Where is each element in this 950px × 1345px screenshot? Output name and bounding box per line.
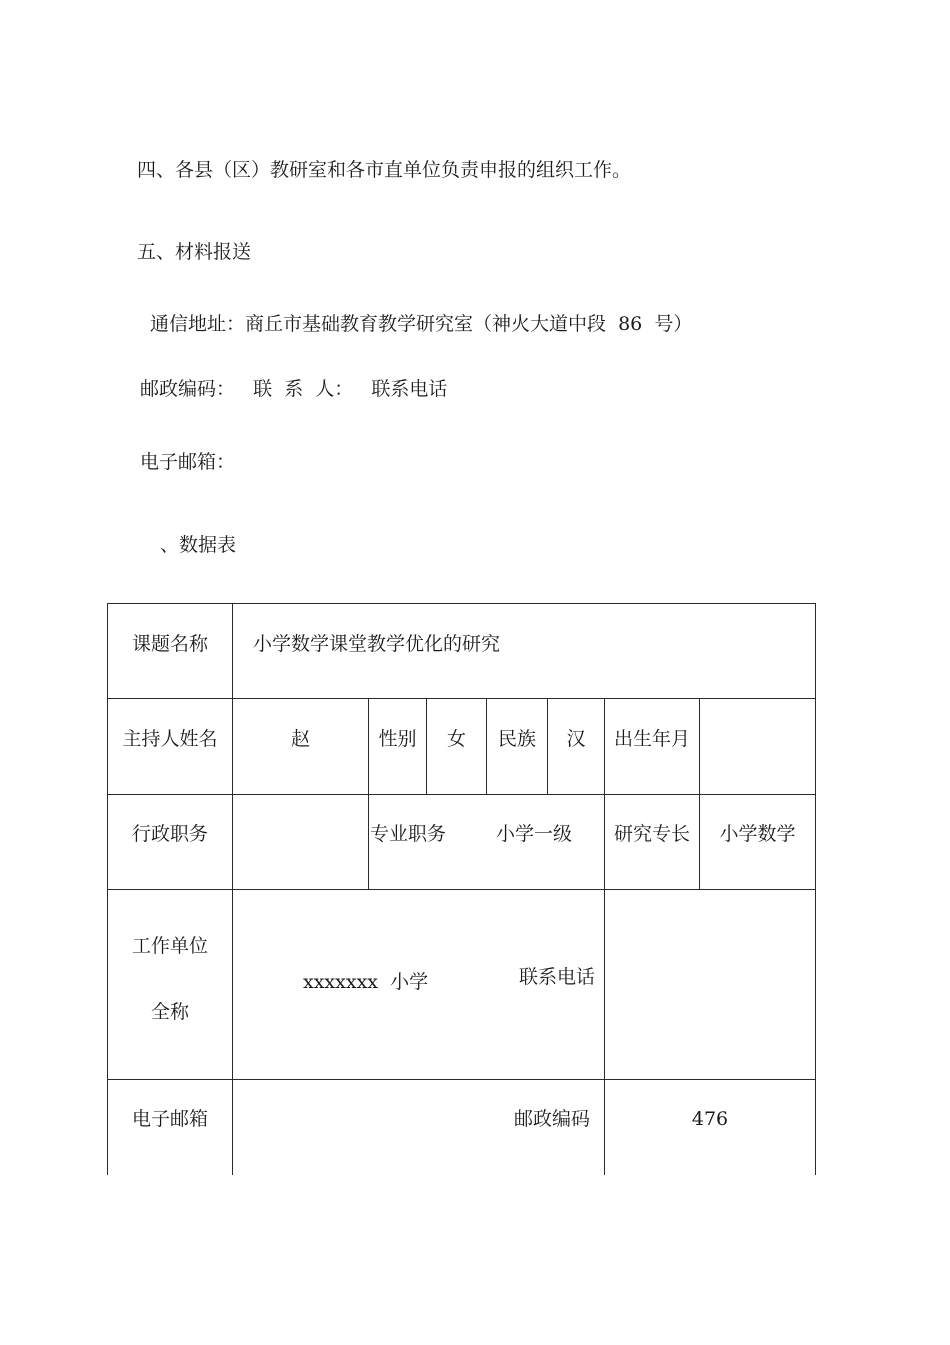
professional-title-label: 专业职务 xyxy=(370,823,447,845)
email-label: 电子邮箱 xyxy=(131,1108,208,1130)
table-heading: 、数据表 xyxy=(160,534,237,556)
postcode-label: 邮政编码 xyxy=(514,1108,591,1130)
table-border-right xyxy=(815,603,816,1175)
email-line: 电子邮箱： xyxy=(140,451,236,473)
postcode-value: 476 xyxy=(691,1108,729,1130)
professional-title-value: 小学一级 xyxy=(496,823,573,845)
host-name-value: 赵 xyxy=(290,728,310,750)
work-unit-label-line1: 工作单位 xyxy=(131,935,208,957)
table-column-divider xyxy=(232,603,233,1175)
contact-line: 邮政编码： 联 系 人： 联系电话 xyxy=(140,378,448,400)
item-5-heading: 五、材料报送 xyxy=(137,241,252,263)
work-unit-value: xxxxxxx 小学 xyxy=(303,971,429,993)
table-column-divider xyxy=(604,889,605,1175)
contact-phone-label: 联系电话 xyxy=(519,966,596,988)
research-specialty-label: 研究专长 xyxy=(613,823,690,845)
item-4-text: 四、各县（区）教研室和各市直单位负责申报的组织工作。 xyxy=(137,159,632,181)
table-column-divider xyxy=(699,698,700,794)
gender-value: 女 xyxy=(446,728,466,750)
work-unit-label-line2: 全称 xyxy=(150,1001,189,1023)
address-line: 通信地址：商丘市基础教育教学研究室（神火大道中段 86 号） xyxy=(150,313,693,335)
table-border-left xyxy=(107,603,108,1175)
research-specialty-value: 小学数学 xyxy=(719,823,796,845)
table-row-divider xyxy=(107,794,816,795)
table-row-divider xyxy=(107,698,816,699)
table-border-top xyxy=(107,603,816,604)
topic-name-value: 小学数学课堂教学优化的研究 xyxy=(253,633,501,655)
admin-position-label: 行政职务 xyxy=(131,823,208,845)
table-row-divider xyxy=(107,889,816,890)
table-column-divider xyxy=(368,794,369,889)
ethnicity-value: 汉 xyxy=(566,728,586,750)
table-row-divider xyxy=(107,1079,816,1080)
gender-label: 性别 xyxy=(378,728,417,750)
birth-date-label: 出生年月 xyxy=(613,728,690,750)
host-name-label: 主持人姓名 xyxy=(122,728,218,750)
ethnicity-label: 民族 xyxy=(497,728,536,750)
topic-name-label: 课题名称 xyxy=(131,633,208,655)
